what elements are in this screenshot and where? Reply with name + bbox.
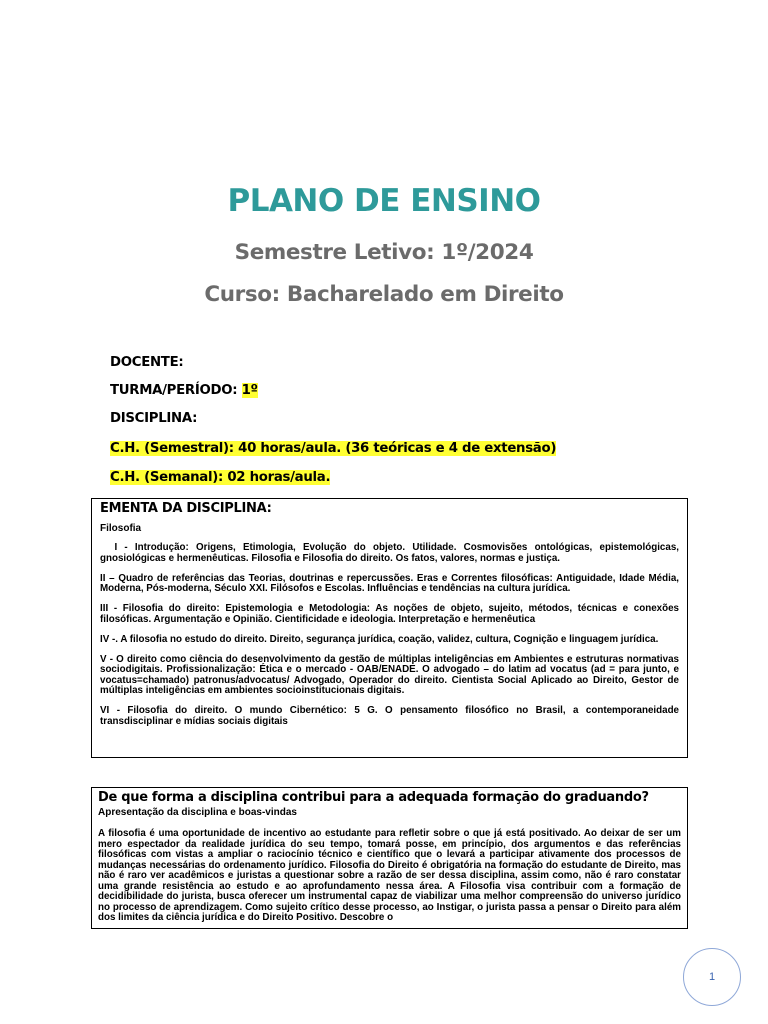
- ementa-paragraph-1: I - Introdução: Origens, Etimologia, Evolução do objeto. Utilidade. Cosmovisões ontológicas, epistemológicas, gnosiológicas e hermenêuticas. Filosofia e Filosofia do direito. Os fatos, valores, normas e justiça.: [100, 542, 682, 564]
- ch-semanal: C.H. (Semanal): 02 horas/aula.: [110, 470, 331, 485]
- ch-semestral-line: [110, 440, 556, 458]
- turma-value: 1º: [241, 383, 258, 398]
- turma-label: TURMA/PERÍODO:: [110, 383, 242, 398]
- ementa-title: EMENTA DA DISCIPLINA:: [100, 501, 272, 516]
- contribution-paragraph: A filosofia é uma oportunidade de incentivo ao estudante para refletir sobre o que já está positivado. Ao deixar de ser um mero espectador da realidade jurídica do seu tempo, tomará posse, em princípio, dos argumentos e das referências filosóficas com vistas a ampliar o raciocínio técnico e científico que o levará a participar ativamente dos processos de mudanças necessárias do ordenamento jurídico. Filosofia do Direito é obrigatória na formação do estudante de Direito, mas não é raro ver acadêmicos e juristas a questionar sobre a razão de ser dessa disciplina, assim como, não é raro constatar uma grande resistência ao estudo e ao aprofundamento nessa área. A Filosofia visa contribuir com a formação de decidibilidade do jurista, busca oferecer um instrumental capaz de viabilizar uma melhor compreensão do universo jurídico no processo de aprendizagem. Como sujeito crítico desse processo, ao Instigar, o jurista passa a pensar o Direito para além dos limites da ciência jurídica e do Direito Positivo. Descobre o: [98, 828, 681, 923]
- ch-semestral: C.H. (Semestral): 40 horas/aula. (36 teóricas e 4 de extensão): [110, 441, 557, 456]
- ementa-paragraph-2: II – Quadro de referências das Teorias, doutrinas e repercussões. Eras e Correntes filosóficas: Antiguidade, Idade Média, Moderna, Pós-moderna, Século XXI. Filósofos e Escolas. Influências e tendências na cultura jurídica.: [100, 572, 679, 594]
- contribution-box: [91, 787, 688, 929]
- ementa-paragraph-4: IV -. A filosofia no estudo do direito. Direito, segurança jurídica, coação, validez, cultura, Cognição e linguagem jurídica.: [100, 633, 659, 645]
- ementa-subtitle: Filosofia: [100, 523, 142, 534]
- semester-heading: Semestre Letivo: 1º/2024: [234, 240, 534, 265]
- page-title: PLANO DE ENSINO: [227, 183, 541, 219]
- page-number-label: 1: [708, 971, 716, 983]
- ementa-paragraph-5: V - O direito como ciência do desenvolvimento da gestão de múltiplas inteligências em Ambientes e estruturas normativas sociodigitais. Profissionalização: Ética e o mercado - OAB/ENADE. O advogado – do latim ad vocatus (ad = para junto, e vocatus=chamado) patronus/advocatus/ Advogado, Operador do direito. Cientista Social Aplicado ao Direito, Gestor de múltiplas inteligências em ambientes socioinstitucionais digitais.: [100, 653, 679, 696]
- disciplina-line: [110, 410, 197, 428]
- ementa-paragraph-6: VI - Filosofia do direito. O mundo Cibernético: 5 G. O pensamento filosófico no Brasil, a contemporaneidade transdisciplinar e mídias sociais digitais: [100, 705, 679, 727]
- contribution-title: De que forma a disciplina contribui para a adequada formação do graduando?: [98, 790, 649, 805]
- page-number: [683, 948, 741, 1006]
- course-heading: Curso: Bacharelado em Direito: [204, 282, 564, 307]
- disciplina-label: DISCIPLINA:: [110, 411, 198, 426]
- ch-semanal-line: [110, 469, 330, 487]
- docente-label: DOCENTE:: [110, 355, 184, 370]
- ementa-box: [91, 498, 688, 758]
- turma-line: [110, 382, 258, 400]
- contribution-subtitle: Apresentação da disciplina e boas-vindas: [98, 807, 297, 818]
- ementa-paragraph-3: III - Filosofia do direito: Epistemologia e Metodologia: As noções de objeto, sujeito, métodos, técnicas e conexões filosóficas. Argumentação e Opinião. Cientificidade e ideologia. Interpretação e hermenêutica: [100, 603, 679, 625]
- docente-line: [110, 354, 183, 372]
